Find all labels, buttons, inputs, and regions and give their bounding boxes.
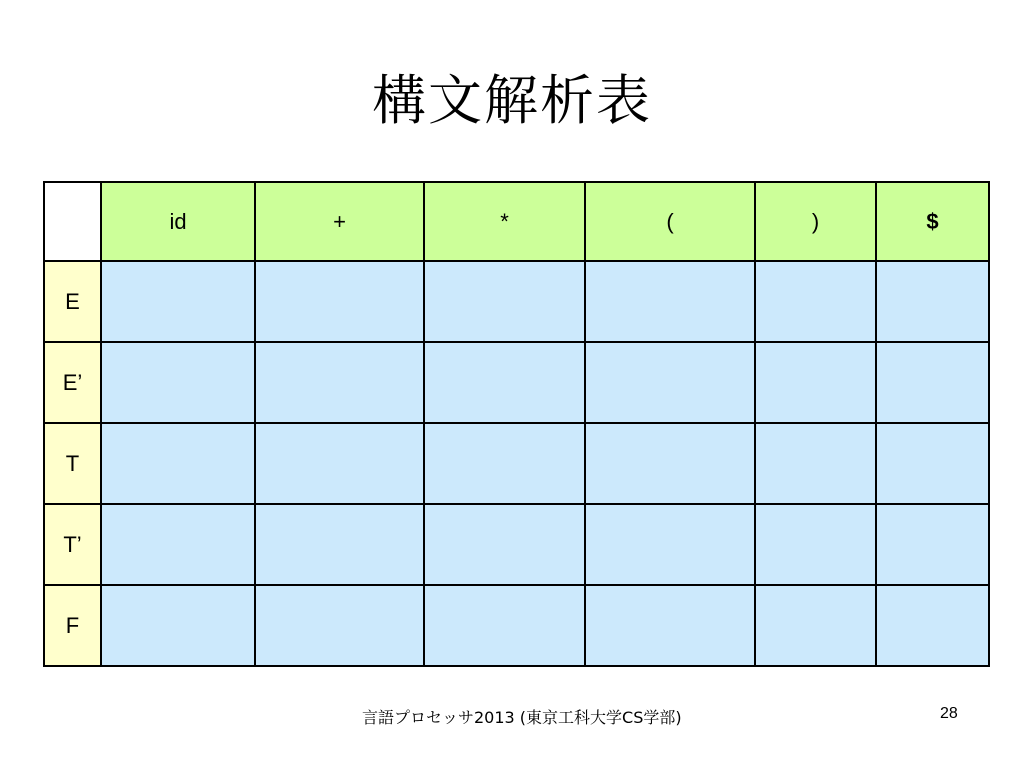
- table-header-row: [44, 182, 989, 261]
- table-cell: [101, 261, 255, 342]
- table-cell: [255, 261, 424, 342]
- table-cell: [755, 342, 876, 423]
- table-cell: [585, 504, 755, 585]
- table-cell: [755, 585, 876, 666]
- table-cell: [255, 585, 424, 666]
- column-header-id: id: [101, 182, 255, 261]
- row-header-E-prime: E’: [44, 342, 101, 423]
- table-cell: [585, 585, 755, 666]
- table-cell: [585, 261, 755, 342]
- table-cell: [424, 423, 585, 504]
- table-cell: [255, 423, 424, 504]
- table-cell: [585, 342, 755, 423]
- table-cell: [424, 585, 585, 666]
- table-cell: [255, 342, 424, 423]
- column-header-dollar: $: [876, 182, 989, 261]
- table-cell: [101, 423, 255, 504]
- parse-table: [43, 181, 990, 667]
- table-cell: [101, 504, 255, 585]
- table-cell: [424, 504, 585, 585]
- table-row: [44, 342, 989, 423]
- table-cell: [255, 504, 424, 585]
- table-cell: [101, 342, 255, 423]
- column-header-rparen: ): [755, 182, 876, 261]
- table-cell: [876, 423, 989, 504]
- table-cell: [876, 342, 989, 423]
- column-header-star: *: [424, 182, 585, 261]
- corner-cell: [44, 182, 101, 261]
- table-row: [44, 261, 989, 342]
- column-header-lparen: (: [585, 182, 755, 261]
- row-header-E: E: [44, 261, 101, 342]
- table-cell: [101, 585, 255, 666]
- table-cell: [755, 504, 876, 585]
- table-cell: [755, 423, 876, 504]
- table-cell: [585, 423, 755, 504]
- table-cell: [876, 585, 989, 666]
- footer-text: 言語プロセッサ2013 (東京工科大学CS学部): [362, 708, 682, 727]
- table-cell: [876, 504, 989, 585]
- table-cell: [424, 261, 585, 342]
- column-header-plus: +: [255, 182, 424, 261]
- row-header-T: T: [44, 423, 101, 504]
- slide-title: 構文解析表: [372, 69, 652, 132]
- row-header-T-prime: T’: [44, 504, 101, 585]
- table-cell: [424, 342, 585, 423]
- table-cell: [876, 261, 989, 342]
- table-cell: [755, 261, 876, 342]
- page-number: 28: [940, 705, 958, 722]
- table-row: [44, 423, 989, 504]
- table-row: [44, 585, 989, 666]
- row-header-F: F: [44, 585, 101, 666]
- table-row: [44, 504, 989, 585]
